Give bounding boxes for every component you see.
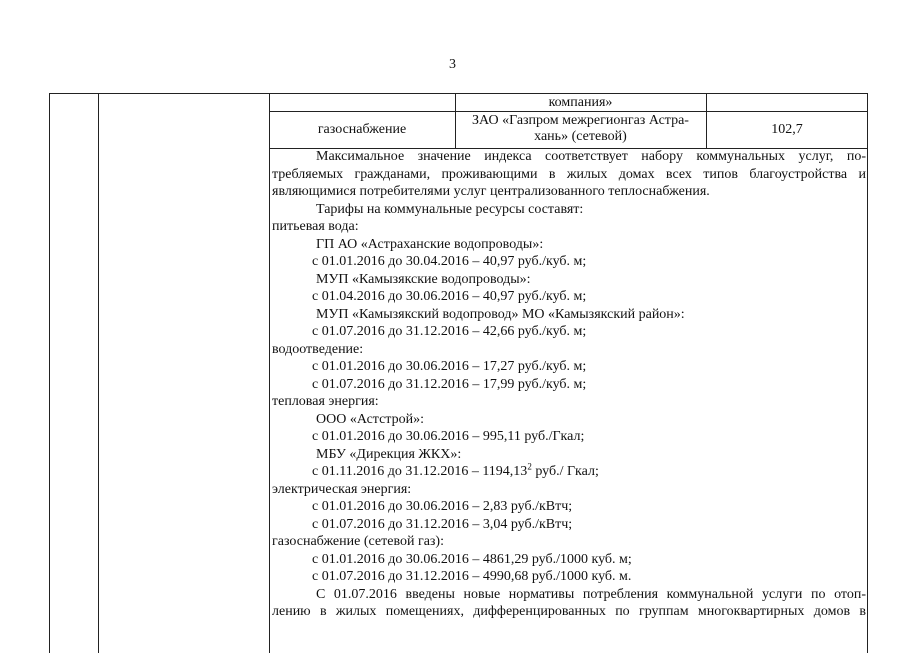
provider-line: хань» (сетевой) xyxy=(534,129,627,144)
heat-rate-tail: руб./ Гкал; xyxy=(531,464,599,479)
gas-rate: с 01.07.2016 до 31.12.2016 – 4990,68 руб./1000 куб. м. xyxy=(312,569,632,584)
water-heading: питьевая вода: xyxy=(272,219,359,234)
water-provider: МУП «Камызякские водопроводы»: xyxy=(316,271,531,287)
provider-line: ЗАО «Газпром межрегионгаз Астра- xyxy=(472,113,689,128)
heat-rate-footnote: 2 xyxy=(527,463,532,472)
page-number: 3 xyxy=(449,57,456,72)
water-provider: ГП АО «Астраханские водопроводы»: xyxy=(316,236,544,252)
paragraph-line: лению в жилых помещениях, дифференцированных по группам многоквартирных домов в xyxy=(272,604,866,619)
water-rate: с 01.07.2016 до 31.12.2016 – 42,66 руб./куб. м; xyxy=(312,324,587,339)
column-divider xyxy=(269,93,270,653)
water-rate: с 01.04.2016 до 30.06.2016 – 40,97 руб./куб. м; xyxy=(312,289,587,304)
heat-provider: ООО «Астстрой»: xyxy=(316,411,424,427)
company-tail-cell: компания» xyxy=(548,95,613,110)
water-provider: МУП «Камызякский водопровод» МО «Камызякский район»: xyxy=(316,306,685,322)
paragraph-line: являющимися потребителями услуг централизованного теплоснабжения. xyxy=(272,184,710,199)
heat-heading: тепловая энергия: xyxy=(272,394,379,409)
paragraph-line: Максимальное значение индекса соответствует набору коммунальных услуг, по- xyxy=(316,149,866,164)
sewage-rate: с 01.07.2016 до 31.12.2016 – 17,99 руб./куб. м; xyxy=(312,376,587,392)
electricity-heading: электрическая энергия: xyxy=(272,481,412,497)
tariffs-intro: Тарифы на коммунальные ресурсы составят: xyxy=(316,201,584,217)
heat-rate xyxy=(272,463,866,481)
sewage-heading: водоотведение: xyxy=(272,341,364,357)
paragraph-line: С 01.07.2016 введены новые нормативы потребления коммунальной услуги по отоп- xyxy=(316,586,866,602)
water-rate: с 01.01.2016 до 30.04.2016 – 40,97 руб./куб. м; xyxy=(312,254,587,269)
electricity-rate: с 01.01.2016 до 30.06.2016 – 2,83 руб./кВтч; xyxy=(312,499,573,514)
paragraph-line: требляемых гражданами, проживающими в жилых домах всех типов благоустройства и xyxy=(272,166,866,182)
provider-cell xyxy=(455,113,706,145)
row-divider xyxy=(269,111,868,112)
gas-heading: газоснабжение (сетевой газ): xyxy=(272,534,444,549)
service-cell: газоснабжение xyxy=(317,122,407,137)
heat-rate-main: с 01.11.2016 до 31.12.2016 – 1194,13 xyxy=(312,464,528,479)
heat-provider: МБУ «Дирекция ЖКХ»: xyxy=(316,446,462,462)
column-divider xyxy=(98,93,99,653)
gas-rate: с 01.01.2016 до 30.06.2016 – 4861,29 руб./1000 куб. м; xyxy=(312,551,632,567)
tariff-description xyxy=(272,148,866,621)
heat-rate: с 01.01.2016 до 30.06.2016 – 995,11 руб./Гкал; xyxy=(312,429,585,444)
index-value-cell: 102,7 xyxy=(771,122,803,137)
column-divider xyxy=(706,93,707,148)
electricity-rate: с 01.07.2016 до 31.12.2016 – 3,04 руб./кВтч; xyxy=(312,516,573,532)
sewage-rate: с 01.01.2016 до 30.06.2016 – 17,27 руб./куб. м; xyxy=(312,359,587,374)
